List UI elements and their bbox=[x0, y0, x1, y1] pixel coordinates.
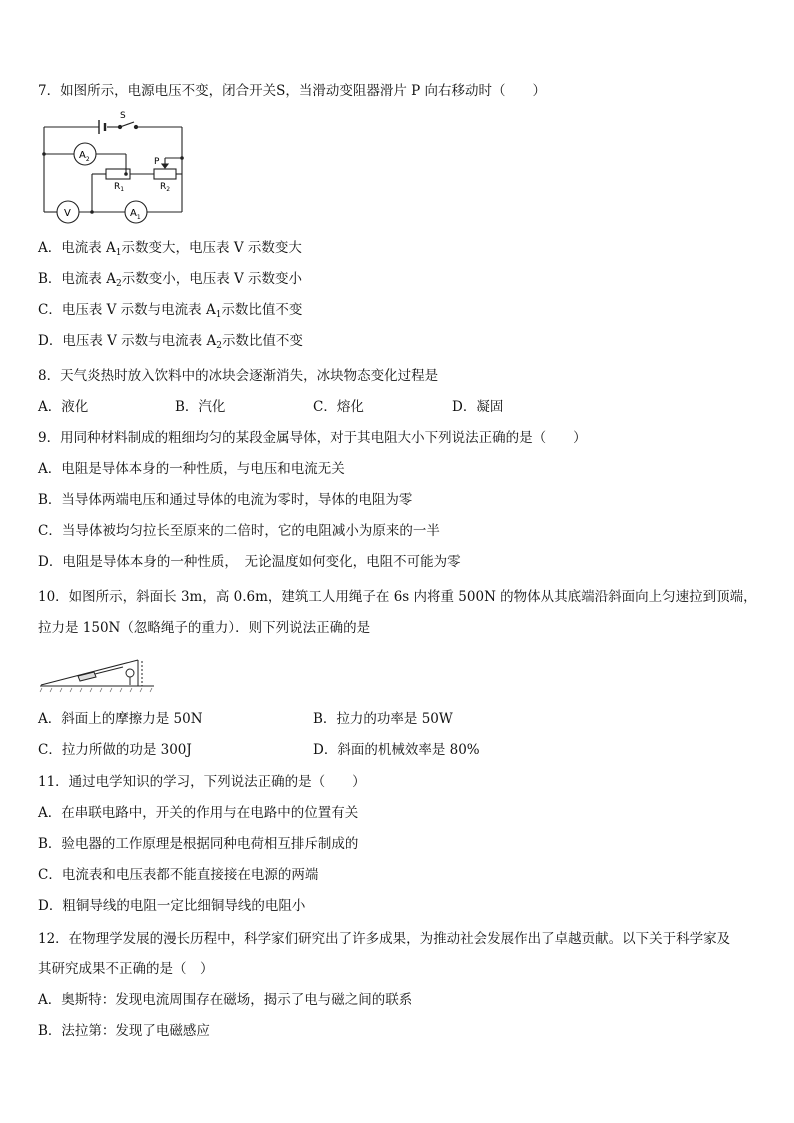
q12-stem-line1: 12．在物理学发展的漫长历程中，科学家们研究出了许多成果，为推动社会发展作出了卓越贡献。以下关于科学家及 bbox=[38, 931, 731, 947]
voltmeter-label: V bbox=[64, 208, 71, 219]
q11-option-a: A．在串联电路中，开关的作用与在电路中的位置有关 bbox=[38, 805, 359, 821]
q11-option-b: B．验电器的工作原理是根据同种电荷相互排斥制成的 bbox=[38, 836, 359, 852]
q7-circuit-diagram bbox=[36, 108, 196, 228]
q12-stem-line2: 其研究成果不正确的是（ ） bbox=[38, 961, 214, 977]
slider-p-label: P bbox=[154, 157, 160, 167]
ammeter-a1-label: $A_1$ bbox=[130, 208, 141, 221]
q9-option-b: B．当导体两端电压和通过导体的电流为零时，导体的电阻为零 bbox=[38, 492, 413, 508]
resistor-r1-label: $R_1$ bbox=[114, 182, 125, 193]
q12-option-a: A．奥斯特：发现电流周围存在磁场，揭示了电与磁之间的联系 bbox=[38, 992, 413, 1008]
q9-option-c: C．当导体被均匀拉长至原来的二倍时，它的电阻减小为原来的一半 bbox=[38, 523, 440, 539]
q9-option-a: A．电阻是导体本身的一种性质，与电压和电流无关 bbox=[38, 461, 345, 477]
q9-stem: 9．用同种材料制成的粗细均匀的某段金属导体，对于其电阻大小下列说法正确的是（ ） bbox=[38, 430, 587, 446]
q7-option-d: D．电压表 V 示数与电流表 $A_2$示数比值不变 bbox=[38, 333, 303, 351]
switch-label: S bbox=[120, 111, 126, 121]
q10-stem-line1: 10．如图所示，斜面长 3m，高 0.6m，建筑工人用绳子在 6s 内将重 500N 的物体从其底端沿斜面向上匀速拉到顶端， bbox=[38, 589, 757, 605]
q8-option-d: D．凝固 bbox=[452, 399, 504, 415]
q8-option-c: C．熔化 bbox=[313, 399, 364, 415]
q10-option-a: A．斜面上的摩擦力是 50N bbox=[38, 711, 203, 727]
q8-option-a: A．液化 bbox=[38, 399, 89, 415]
q11-option-c: C．电流表和电压表都不能直接接在电源的两端 bbox=[38, 867, 319, 883]
q7-stem: 7．如图所示，电源电压不变，闭合开关S，当滑动变阻器滑片 P 向右移动时（ ） bbox=[38, 83, 547, 99]
q10-option-b: B．拉力的功率是 50W bbox=[313, 711, 453, 727]
q12-option-b: B．法拉第：发现了电磁感应 bbox=[38, 1023, 210, 1039]
q7-option-a: A．电流表 $A_1$示数变大，电压表 V 示数变大 bbox=[38, 240, 302, 258]
q10-option-c: C．拉力所做的功是 300J bbox=[38, 742, 192, 758]
q7-option-b: B．电流表 $A_2$示数变小，电压表 V 示数变小 bbox=[38, 271, 303, 289]
q9-option-d: D．电阻是导体本身的一种性质， 无论温度如何变化，电阻不可能为零 bbox=[38, 554, 461, 570]
q10-incline-diagram bbox=[38, 652, 160, 696]
q10-stem-line2: 拉力是 150N（忽略绳子的重力）．则下列说法正确的是 bbox=[38, 620, 371, 636]
q8-stem: 8．天气炎热时放入饮料中的冰块会逐渐消失，冰块物态变化过程是 bbox=[38, 368, 439, 384]
q8-option-b: B．汽化 bbox=[175, 399, 226, 415]
ammeter-a2-label: $A_2$ bbox=[79, 150, 90, 163]
q10-option-d: D．斜面的机械效率是 80% bbox=[313, 742, 480, 758]
q11-stem: 11．通过电学知识的学习，下列说法正确的是（ ） bbox=[38, 774, 366, 790]
q11-option-d: D．粗铜导线的电阻一定比细铜导线的电阻小 bbox=[38, 898, 306, 914]
q7-option-c: C．电压表 V 示数与电流表 $A_1$示数比值不变 bbox=[38, 302, 303, 320]
resistor-r2-label: $R_2$ bbox=[160, 182, 171, 193]
